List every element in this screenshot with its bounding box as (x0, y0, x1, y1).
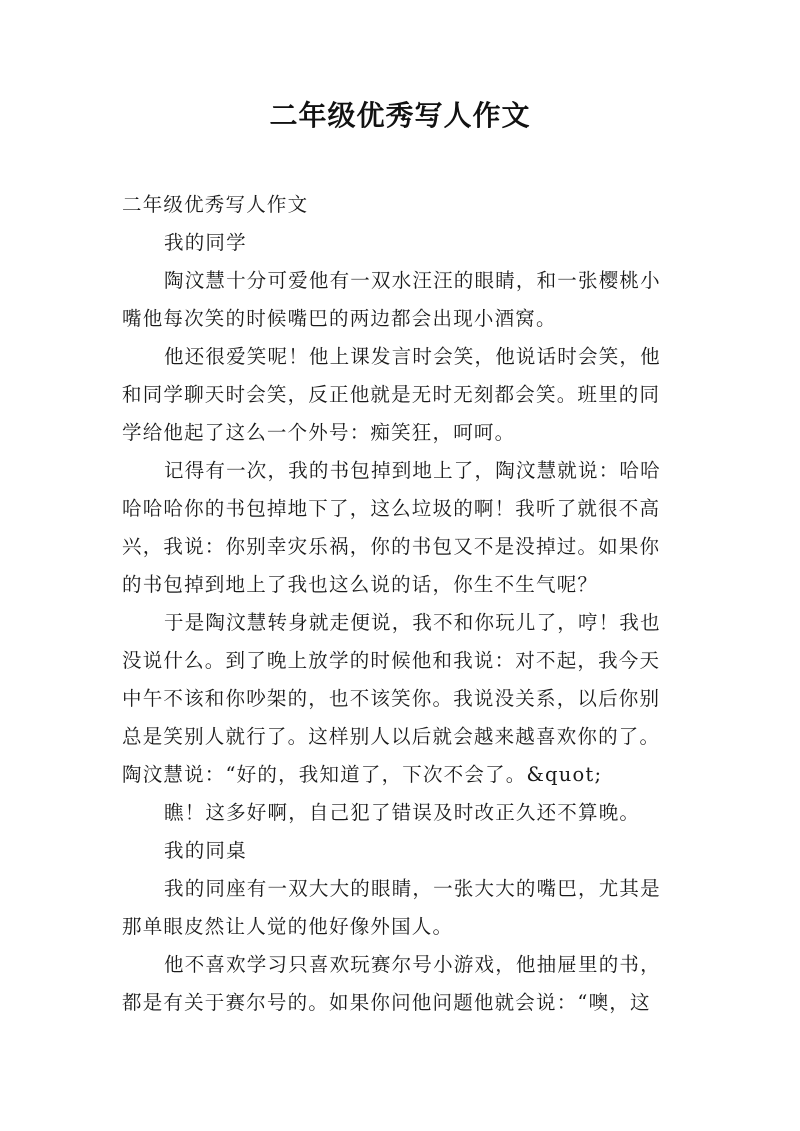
paragraph-line: 陶汶慧十分可爱他有一双水汪汪的眼睛，和一张樱桃小 (164, 269, 661, 292)
paragraph-line: 兴，我说：你别幸灾乐祸，你的书包又不是没掉过。如果你 (122, 535, 661, 558)
paragraph-line: 没说什么。到了晚上放学的时候他和我说：对不起，我今天 (122, 649, 661, 672)
paragraph-line: 瞧！这多好啊，自己犯了错误及时改正久还不算晚。 (164, 801, 641, 824)
paragraph-line: 都是有关于赛尔号的。如果你问他问题他就会说：“噢，这 (122, 991, 651, 1014)
paragraph-line: 记得有一次，我的书包掉到地上了，陶汶慧就说：哈哈 (164, 459, 661, 482)
document-title: 二年级优秀写人作文 (269, 99, 531, 132)
paragraph-line: 学给他起了这么一个外号：痴笑狂，呵呵。 (122, 421, 516, 444)
paragraph-line: 他不喜欢学习只喜欢玩赛尔号小游戏，他抽屉里的书， (164, 953, 661, 976)
document-body (122, 186, 688, 1022)
paragraph-line: 和同学聊天时会笑，反正他就是无时无刻都会笑。班里的同 (122, 383, 661, 406)
paragraph-line: 嘴他每次笑的时候嘴巴的两边都会出现小酒窝。 (122, 307, 557, 330)
paragraph-line: 于是陶汶慧转身就走便说，我不和你玩儿了，哼！我也 (164, 611, 661, 634)
paragraph-line: 的书包掉到地上了我也这么说的话，你生不生气呢？ (122, 573, 599, 596)
subtitle-line: 二年级优秀写人作文 (122, 193, 309, 216)
paragraph-line: 他还很爱笑呢！他上课发言时会笑，他说话时会笑，他 (164, 345, 661, 368)
section-heading: 我的同桌 (164, 839, 247, 862)
paragraph-line: 哈哈哈你的书包掉地下了，这么垃圾的啊！我听了就很不高 (122, 497, 661, 520)
paragraph-line: 总是笑别人就行了。这样别人以后就会越来越喜欢你的了。 (122, 725, 661, 748)
paragraph-line: 中午不该和你吵架的，也不该笑你。我说没关系，以后你别 (122, 687, 661, 710)
paragraph-line: 我的同座有一双大大的眼睛，一张大大的嘴巴，尤其是 (164, 877, 661, 900)
paragraph-line: 那单眼皮然让人觉的他好像外国人。 (122, 915, 454, 938)
section-heading: 我的同学 (164, 231, 247, 254)
paragraph-line: 陶汶慧说：“好的，我知道了，下次不会了。&quot; (122, 763, 603, 786)
